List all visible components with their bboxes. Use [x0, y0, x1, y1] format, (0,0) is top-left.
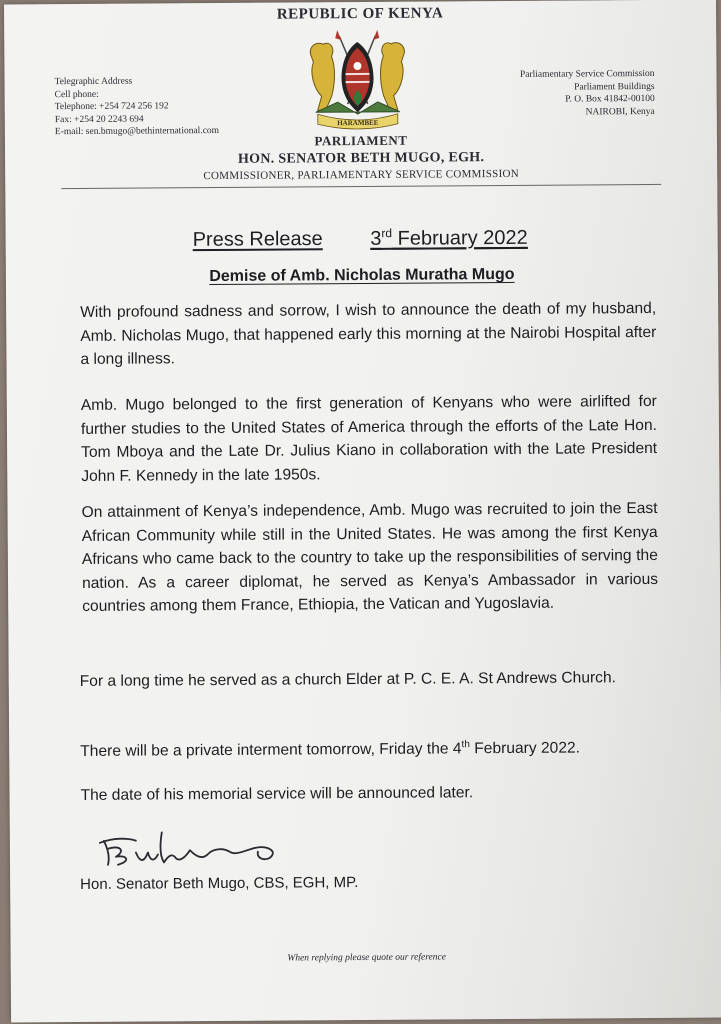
contact-line: Telegraphic Address	[54, 76, 133, 88]
contact-line: Fax: +254 20 2243 694	[54, 114, 144, 125]
address-line: P. O. Box 41842-00100	[565, 94, 655, 105]
paragraph-memorial: The date of his memorial service will be announced later.	[80, 784, 474, 804]
paragraph-career: On attainment of Kenya’s independence, Amb. Mugo was recruited to join the East African Community while still in the United States. He was among the first Kenya Africans who came back to the country to take up the responsibilities of serving the nation. As a career diplomat, he served as Kenya’s Ambassador in various countries among them France, Ethiopia, the Vatican and Yugoslavia.	[81, 499, 659, 615]
contact-line: Telephone: +254 724 256 192	[54, 101, 169, 113]
press-release-label: Press Release	[192, 227, 323, 251]
right-contact-block	[520, 68, 655, 119]
paragraph-announcement: With profound sadness and sorrow, I wish to announce the death of my husband, Amb. Nicholas Mugo, that happened early this morning at the Nairobi Hospital after a long illness.	[80, 299, 657, 368]
left-contact-block	[55, 75, 220, 139]
contact-line: Cell phone:	[54, 89, 99, 100]
paragraph-education: Amb. Mugo belonged to the first generation of Kenyans who were airlifted for further studies to the United States of America through the efforts of the Late Hon. Tom Mboya and the Late Dr. Julius Kiano in collaboration with the Late President John F. Kennedy in the late 1950s.	[80, 392, 658, 485]
address-line: Parliament Buildings	[574, 81, 655, 93]
signature-icon	[96, 826, 286, 873]
address-line: Parliamentary Service Commission	[519, 68, 655, 80]
headline: Demise of Amb. Nicholas Muratha Mugo	[209, 265, 515, 286]
press-release-date: 3rd February 2022	[370, 225, 528, 250]
parliament-label: PARLIAMENT	[314, 132, 408, 149]
letterhead-divider	[61, 184, 661, 189]
senator-name-heading: HON. SENATOR BETH MUGO, EGH.	[237, 150, 485, 167]
motto-label: HARAMBEE	[337, 118, 379, 128]
address-line: NAIROBI, Kenya	[585, 106, 655, 118]
footer-reference-note: When replying please quote our reference	[287, 952, 446, 964]
signoff-name: Hon. Senator Beth Mugo, CBS, EGH, MP.	[80, 874, 359, 893]
paragraph-interment: There will be a private interment tomorrow, Friday the 4th February 2022.	[80, 739, 581, 760]
press-release-line	[193, 225, 528, 252]
commissioner-title: COMMISSIONER, PARLIAMENTARY SERVICE COMMISSION	[203, 167, 520, 183]
republic-heading: REPUBLIC OF KENYA	[276, 5, 444, 23]
contact-line: E-mail: sen.bmugo@bethinternational.com	[54, 126, 220, 138]
coat-of-arms-icon	[301, 26, 414, 133]
letter-page	[4, 0, 721, 1022]
paragraph-church: For a long time he served as a church Elder at P. C. E. A. St Andrews Church.	[79, 669, 617, 690]
